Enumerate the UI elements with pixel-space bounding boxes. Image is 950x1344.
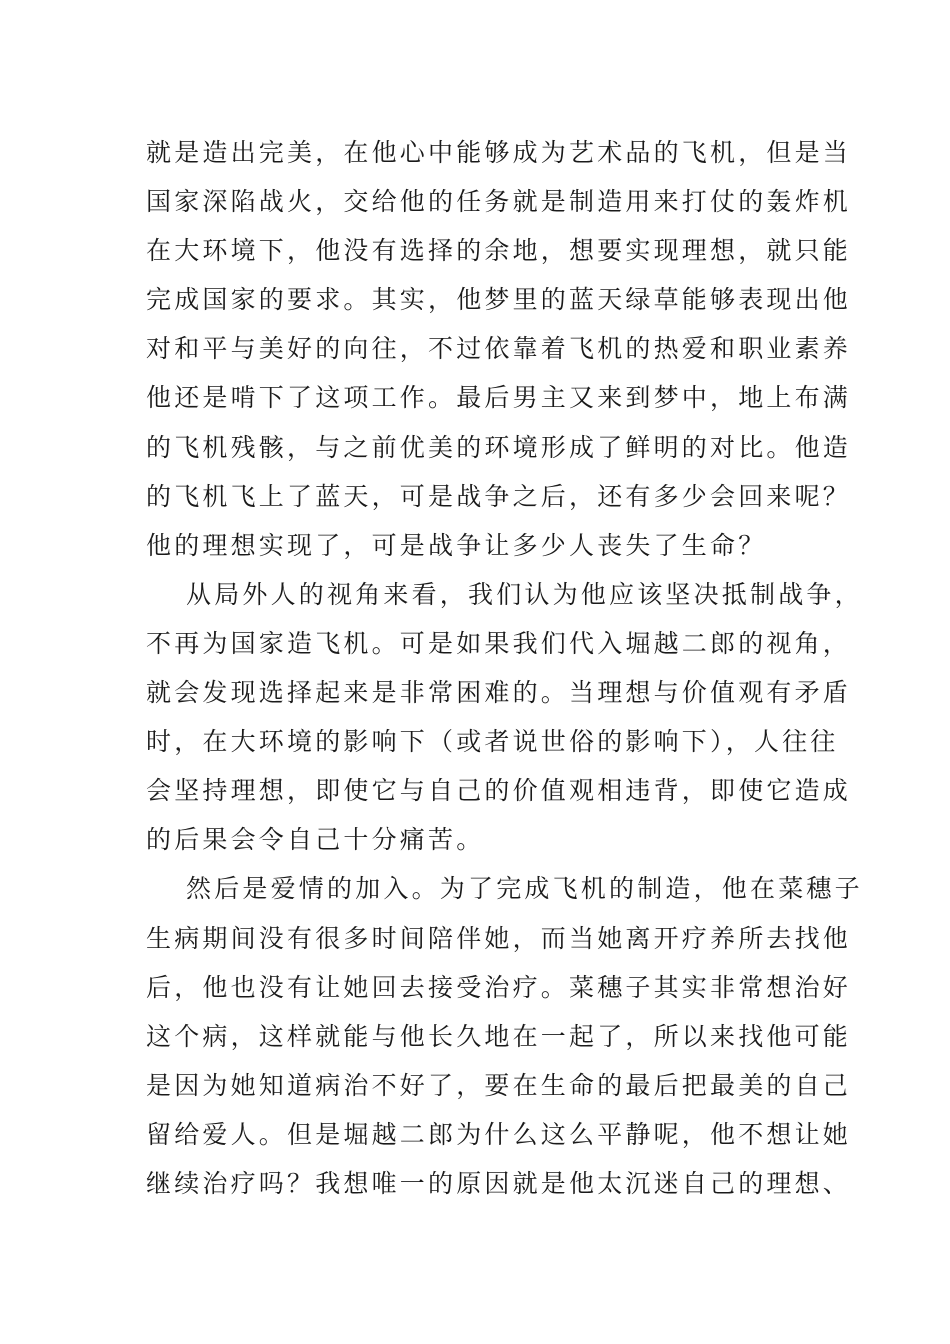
text-line: 后，他也没有让她回去接受治疗。菜穗子其实非常想治好 xyxy=(146,972,852,1002)
text-line: 他的理想实现了，可是战争让多少人丧失了生命？ xyxy=(146,530,767,560)
text-line: 从局外人的视角来看，我们认为他应该坚决抵制战争， xyxy=(186,579,863,609)
text-line: 时，在大环境的影响下（或者说世俗的影响下），人往往 xyxy=(146,727,839,757)
text-line: 就是造出完美，在他心中能够成为艺术品的飞机，但是当 xyxy=(146,138,852,167)
text-line: 生病期间没有很多时间陪伴她，而当她离开疗养所去找他 xyxy=(146,923,852,953)
body-text xyxy=(146,128,863,1208)
text-line: 的后果会令自己十分痛苦。 xyxy=(146,825,485,855)
text-line: 这个病，这样就能与他长久地在一起了，所以来找他可能 xyxy=(146,1021,852,1051)
text-line: 完成国家的要求。其实，他梦里的蓝天绿草能够表现出他 xyxy=(146,285,852,315)
text-line: 就会发现选择起来是非常困难的。当理想与价值观有矛盾 xyxy=(146,678,852,708)
text-line: 的飞机飞上了蓝天，可是战争之后，还有多少会回来呢？ xyxy=(146,481,852,511)
text-line: 是因为她知道病治不好了，要在生命的最后把最美的自己 xyxy=(146,1070,852,1100)
text-line: 在大环境下，他没有选择的余地，想要实现理想，就只能 xyxy=(146,236,852,266)
text-line: 对和平与美好的向往，不过依靠着飞机的热爱和职业素养 xyxy=(146,334,852,364)
text-line: 会坚持理想，即使它与自己的价值观相违背，即使它造成 xyxy=(146,776,852,806)
text-line: 不再为国家造飞机。可是如果我们代入堀越二郎的视角， xyxy=(146,628,852,658)
text-line: 的飞机残骸，与之前优美的环境形成了鲜明的对比。他造 xyxy=(146,432,852,462)
text-line: 继续治疗吗？我想唯一的原因就是他太沉迷自己的理想、 xyxy=(146,1168,852,1198)
text-line: 留给爱人。但是堀越二郎为什么这么平静呢，他不想让她 xyxy=(146,1119,852,1149)
text-line: 然后是爱情的加入。为了完成飞机的制造，他在菜穗子 xyxy=(186,874,863,904)
text-line: 国家深陷战火，交给他的任务就是制造用来打仗的轰炸机 xyxy=(146,187,852,217)
text-line: 他还是啃下了这项工作。最后男主又来到梦中，地上布满 xyxy=(146,383,852,413)
